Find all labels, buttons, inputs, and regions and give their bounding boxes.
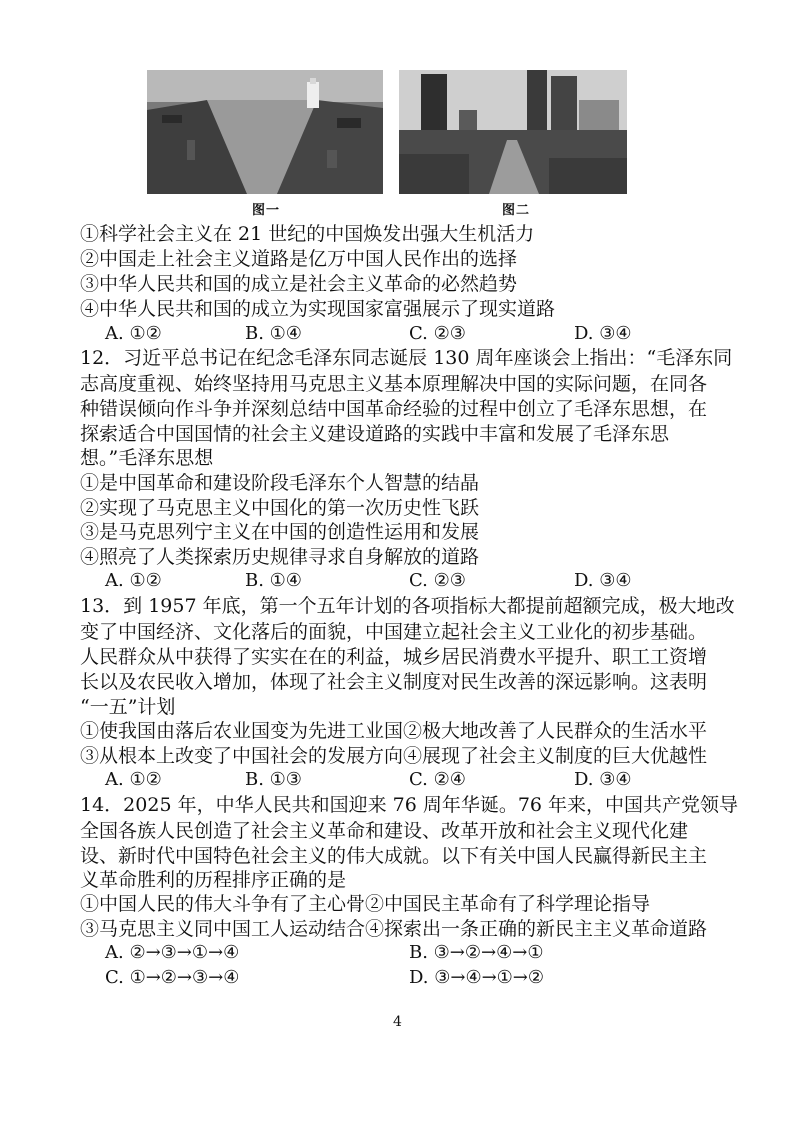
figure-2-caption: 图二	[502, 203, 531, 218]
q12-option-d: D. ③④	[574, 570, 632, 591]
q14-items-line-1: ①中国人民的伟大斗争有了主心骨②中国民主革命有了科学理论指导	[80, 893, 651, 915]
q12-stem-line-3: 种错误倾向作斗争并深刻总结中国革命经验的过程中创立了毛泽东思想，在	[80, 398, 708, 420]
q14-option-a: A. ②→③→①→④	[105, 942, 240, 963]
q11-option-a: A. ①②	[105, 323, 162, 344]
q13-option-a: A. ①②	[105, 769, 162, 790]
q11-option-c: C. ②③	[409, 323, 466, 344]
q12-stem-line-4: 探索适合中国国情的社会主义建设道路的实践中丰富和发展了毛泽东思	[80, 423, 670, 445]
q12-item-3: ③是马克思列宁主义在中国的创造性运用和发展	[80, 521, 480, 543]
q12-option-b: B. ①④	[245, 570, 302, 591]
q11-option-d: D. ③④	[574, 323, 632, 344]
q12-item-1: ①是中国革命和建设阶段毛泽东个人智慧的结晶	[80, 472, 480, 494]
page-number: 4	[393, 1014, 402, 1030]
figure-1-caption: 图一	[252, 203, 281, 218]
q11-item-3: ③中华人民共和国的成立是社会主义革命的必然趋势	[80, 273, 518, 295]
q13-items-line-1: ①使我国由落后农业国变为先进工业国②极大地改善了人民群众的生活水平	[80, 720, 708, 742]
figure-1-photo	[147, 70, 383, 194]
q12-stem-line-1: 12．习近平总书记在纪念毛泽东同志诞辰 130 周年座谈会上指出：“毛泽东同	[80, 347, 733, 369]
q13-stem-line-4: 长以及农民收入增加，体现了社会主义制度对民生改善的深远影响。这表明	[80, 671, 708, 693]
q11-item-4: ④中华人民共和国的成立为实现国家富强展示了现实道路	[80, 298, 556, 320]
q12-stem-line-2: 志高度重视、始终坚持用马克思主义基本原理解决中国的实际问题，在同各	[80, 373, 708, 395]
q13-stem-line-2: 变了中国经济、文化落后的面貌，中国建立起社会主义工业化的初步基础。	[80, 621, 708, 643]
q13-option-b: B. ①③	[245, 769, 302, 790]
q12-item-2: ②实现了马克思主义中国化的第一次历史性飞跃	[80, 497, 480, 519]
q14-stem-line-1: 14．2025 年，中华人民共和国迎来 76 周年华诞。76 年来，中国共产党领导	[80, 794, 739, 816]
q12-item-4: ④照亮了人类探索历史规律寻求自身解放的道路	[80, 546, 480, 568]
q13-option-d: D. ③④	[574, 769, 632, 790]
q11-option-b: B. ①④	[245, 323, 302, 344]
q14-items-line-2: ③马克思主义同中国工人运动结合④探索出一条正确的新民主主义革命道路	[80, 918, 708, 940]
q13-stem-line-5: “一五”计划	[80, 696, 176, 718]
q12-option-c: C. ②③	[409, 570, 466, 591]
q13-option-c: C. ②④	[409, 769, 466, 790]
q13-stem-line-1: 13．到 1957 年底，第一个五年计划的各项指标大都提前超额完成，极大地改	[80, 595, 735, 617]
q14-stem-line-4: 义革命胜利的历程排序正确的是	[80, 869, 347, 891]
q13-items-line-2: ③从根本上改变了中国社会的发展方向④展现了社会主义制度的巨大优越性	[80, 745, 708, 767]
q14-option-b: B. ③→②→④→①	[409, 942, 544, 963]
q12-stem-line-5: 想。”毛泽东思想	[80, 447, 214, 469]
figure-2-photo	[399, 70, 627, 194]
q14-stem-line-2: 全国各族人民创造了社会主义革命和建设、改革开放和社会主义现代化建	[80, 820, 689, 842]
q14-option-c: C. ①→②→③→④	[105, 967, 240, 988]
q14-option-d: D. ③→④→①→②	[409, 967, 545, 988]
q12-option-a: A. ①②	[105, 570, 162, 591]
q14-stem-line-3: 设、新时代中国特色社会主义的伟大成就。以下有关中国人民赢得新民主主	[80, 845, 708, 867]
q11-item-2: ②中国走上社会主义道路是亿万中国人民作出的选择	[80, 248, 518, 270]
q11-item-1: ①科学社会主义在 21 世纪的中国焕发出强大生机活力	[80, 223, 535, 245]
q13-stem-line-3: 人民群众从中获得了实实在在的利益，城乡居民消费水平提升、职工工资增	[80, 646, 708, 668]
